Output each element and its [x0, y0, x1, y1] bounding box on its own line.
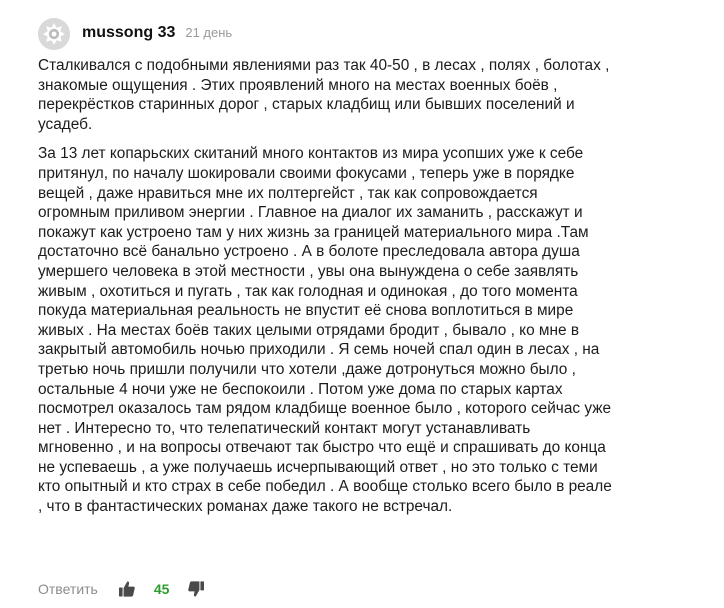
comment-line: нет . Интересно то, что телепатический контакт могут устанавливать: [38, 419, 531, 437]
reply-button[interactable]: Ответить: [38, 581, 98, 597]
comment-line: перекрёстков старинных дорог , старых кладбищ или бывших поселений и: [38, 96, 575, 114]
comment-line: остальные 4 ночи уже не беспокоили . Потом уже дома по старых картах: [38, 380, 563, 398]
like-count: 45: [153, 581, 170, 597]
comment-line: посмотрел оказалось там рядом кладбище военное было , которого сейчас уже: [38, 400, 612, 418]
comment-paragraph: [38, 144, 688, 516]
comment-line: огромным приливом энергии . Главное на диалог их заманить , расскажут и: [38, 204, 583, 222]
comment-line: мгновенно , и на вопросы отвечают так быстро что ещё и спрашивать до конца: [38, 439, 606, 457]
comment-line: покажут как устроено там у них жизнь за границей материального мира .Там: [38, 223, 589, 241]
thumbs-up-icon[interactable]: [117, 579, 137, 599]
comment-line: закрытый автомобиль ночью приходили . Я семь ночей спал один в лесах , на: [38, 341, 600, 359]
gear-seal-icon: [38, 18, 70, 50]
comment-paragraph: [38, 56, 688, 134]
comment-line: , что в фантастических романах даже такого не встречал.: [38, 498, 453, 516]
comment-line: живых . На местах боёв таких целыми отрядами бродит , бывало , ко мне в: [38, 321, 580, 339]
comment-line: живым , охотиться и пугать , так как голодная и одинокая , до того момента: [38, 282, 578, 300]
comment-line: кто опытный и кто страх в себе победил . А вообще столько всего было в реале: [38, 478, 612, 496]
comment-line: усадеб.: [38, 115, 93, 133]
thumbs-down-icon[interactable]: [186, 579, 206, 599]
comment-line: За 13 лет копарьских скитаний много контактов из мира усопших уже к себе: [38, 145, 584, 163]
avatar[interactable]: [38, 18, 70, 50]
author-name[interactable]: mussong 33: [82, 24, 176, 41]
comment-line: достаточно всё банально устроено . А в болоте преследовала автора душа: [38, 243, 580, 261]
comment-text: [38, 56, 688, 527]
comment-line: умершего человека в этой местности , увы она вынуждена о себе заявлять: [38, 262, 579, 280]
comment-line: знакомые ощущения . Этих проявлений много на местах военных боёв ,: [38, 76, 558, 94]
comment-timestamp: 21 день: [185, 25, 233, 40]
comment-actions: [38, 577, 206, 601]
comment-header: [82, 24, 232, 46]
comment-line: третью ночь пришли получили что хотели ,даже дотронуться можно было ,: [38, 360, 576, 378]
comment-line: притянул, по началу шокировали своими фокусами , теперь уже в порядке: [38, 164, 575, 182]
comment-line: покуда материальная реальность не впустит её снова воплотиться в мире: [38, 302, 574, 320]
comment-line: не успеваешь , а уже получаешь исчерпывающий ответ , но это только с теми: [38, 458, 598, 476]
comment-line: Сталкивался с подобными явлениями раз так 40-50 , в лесах , полях , болотах ,: [38, 57, 610, 74]
comment-line: вещей , даже нравиться мне их полтергейст , так как сопровождается: [38, 184, 538, 202]
